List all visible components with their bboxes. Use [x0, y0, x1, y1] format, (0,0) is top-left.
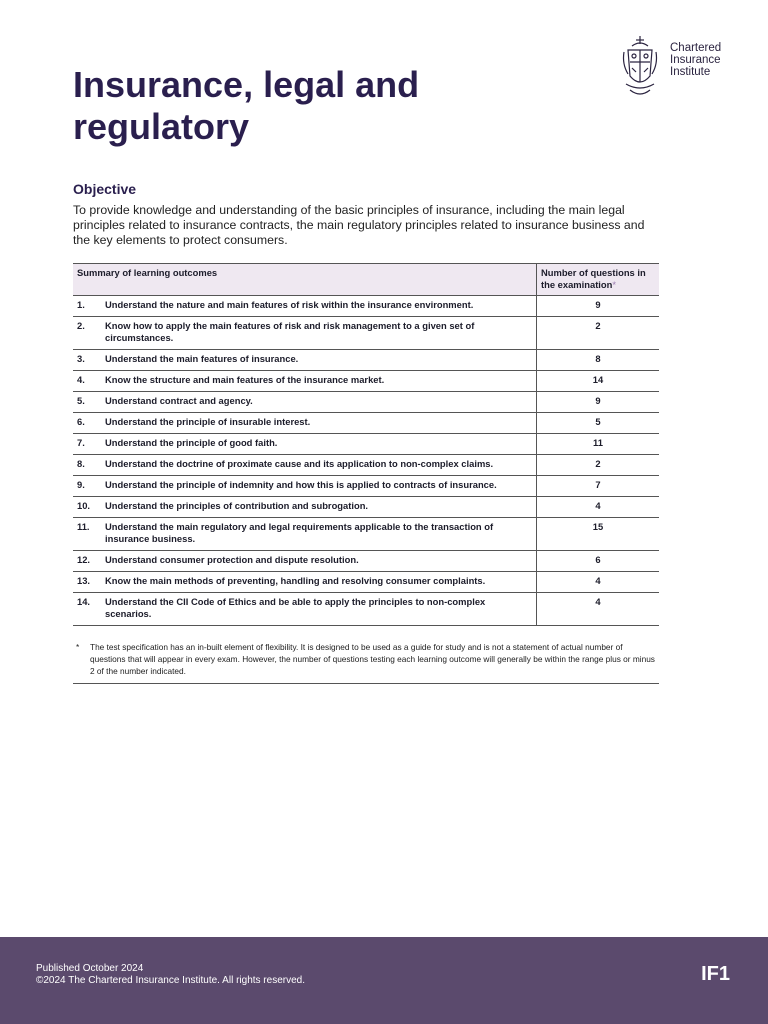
question-count: 2 [537, 317, 660, 350]
outcome-number: 5. [73, 392, 101, 413]
crest-icon [620, 34, 660, 102]
table-row [73, 497, 659, 518]
logo-line-3: Institute [670, 66, 711, 78]
outcome-text: Know how to apply the main features of risk and risk management to a given set of circumstances. [101, 317, 537, 350]
table-header-row [73, 264, 659, 296]
question-count: 5 [537, 413, 660, 434]
learning-outcomes-table [73, 263, 659, 626]
outcome-number: 1. [73, 296, 101, 317]
question-count: 11 [537, 434, 660, 455]
question-count: 15 [537, 518, 660, 551]
cii-logo [620, 34, 740, 104]
objective-text: To provide knowledge and understanding of the basic principles of insurance, including the main legal principles related to insurance contracts, the main regulatory principles related to insurance business and the key elements to protect consumers. [73, 203, 645, 247]
outcome-text: Understand the principle of insurable interest. [101, 413, 537, 434]
question-count: 4 [537, 593, 660, 626]
question-count: 9 [537, 296, 660, 317]
outcome-text: Understand the main regulatory and legal requirements applicable to the transaction of insurance business. [101, 518, 537, 551]
question-count: 14 [537, 371, 660, 392]
outcome-number: 11. [73, 518, 101, 551]
table-row [73, 317, 659, 350]
outcome-number: 4. [73, 371, 101, 392]
table-row [73, 551, 659, 572]
page-title: Insurance, legal and regulatory [73, 64, 420, 147]
outcome-text: Know the structure and main features of the insurance market. [101, 371, 537, 392]
outcome-number: 2. [73, 317, 101, 350]
question-count: 4 [537, 497, 660, 518]
logo-wordmark [670, 42, 721, 78]
question-count: 7 [537, 476, 660, 497]
table-row [73, 518, 659, 551]
outcome-text: Understand consumer protection and dispute resolution. [101, 551, 537, 572]
outcome-text: Understand the principle of indemnity and how this is applied to contracts of insurance. [101, 476, 537, 497]
footnote-mark: * [76, 642, 80, 652]
header-question-count [537, 264, 660, 296]
outcome-text: Know the main methods of preventing, handling and resolving consumer complaints. [101, 572, 537, 593]
outcome-rows [73, 296, 659, 626]
copyright-notice: ©2024 The Chartered Insurance Institute. All rights reserved. [36, 975, 305, 986]
table-row [73, 296, 659, 317]
table-row [73, 392, 659, 413]
outcome-number: 3. [73, 350, 101, 371]
table-row [73, 413, 659, 434]
table-row [73, 350, 659, 371]
question-count: 9 [537, 392, 660, 413]
outcome-number: 10. [73, 497, 101, 518]
question-count: 4 [537, 572, 660, 593]
outcome-number: 14. [73, 593, 101, 626]
footnote-text: The test specification has an in-built element of flexibility. It is designed to be used as a guide for study and is not a statement of actual number of questions that will appear in every exam. However, the number of questions testing each learning outcome will generally be within the range plus or minus 2 of the number indicated. [90, 642, 655, 676]
outcome-text: Understand the nature and main features of risk within the insurance environment. [101, 296, 537, 317]
outcome-text: Understand the doctrine of proximate cause and its application to non-complex claims. [101, 455, 537, 476]
outcome-text: Understand the principle of good faith. [101, 434, 537, 455]
table-row [73, 572, 659, 593]
header-footnote-mark: * [612, 279, 617, 290]
table-row [73, 434, 659, 455]
question-count: 8 [537, 350, 660, 371]
outcome-number: 7. [73, 434, 101, 455]
outcome-number: 13. [73, 572, 101, 593]
question-count: 2 [537, 455, 660, 476]
outcome-number: 6. [73, 413, 101, 434]
outcome-text: Understand the main features of insurance. [101, 350, 537, 371]
table-row [73, 476, 659, 497]
footer-band [0, 937, 768, 1024]
header-outcomes: Summary of learning outcomes [73, 264, 537, 296]
outcome-number: 9. [73, 476, 101, 497]
footnote [73, 641, 659, 684]
outcome-number: 8. [73, 455, 101, 476]
outcome-number: 12. [73, 551, 101, 572]
logo-line-1: Chartered [670, 42, 722, 54]
objective-heading: Objective [73, 181, 137, 197]
outcome-text: Understand the CII Code of Ethics and be able to apply the principles to non-complex scenarios. [101, 593, 537, 626]
table-row [73, 371, 659, 392]
table-row [73, 593, 659, 626]
table-row [73, 455, 659, 476]
published-date: Published October 2024 [36, 963, 144, 974]
outcome-text: Understand the principles of contribution and subrogation. [101, 497, 537, 518]
logo-line-2: Insurance [670, 54, 721, 66]
unit-code: IF1 [701, 963, 730, 985]
header-question-count-label: Number of questions in the examination [541, 267, 646, 290]
publication-info [36, 963, 305, 987]
outcome-text: Understand contract and agency. [101, 392, 537, 413]
question-count: 6 [537, 551, 660, 572]
